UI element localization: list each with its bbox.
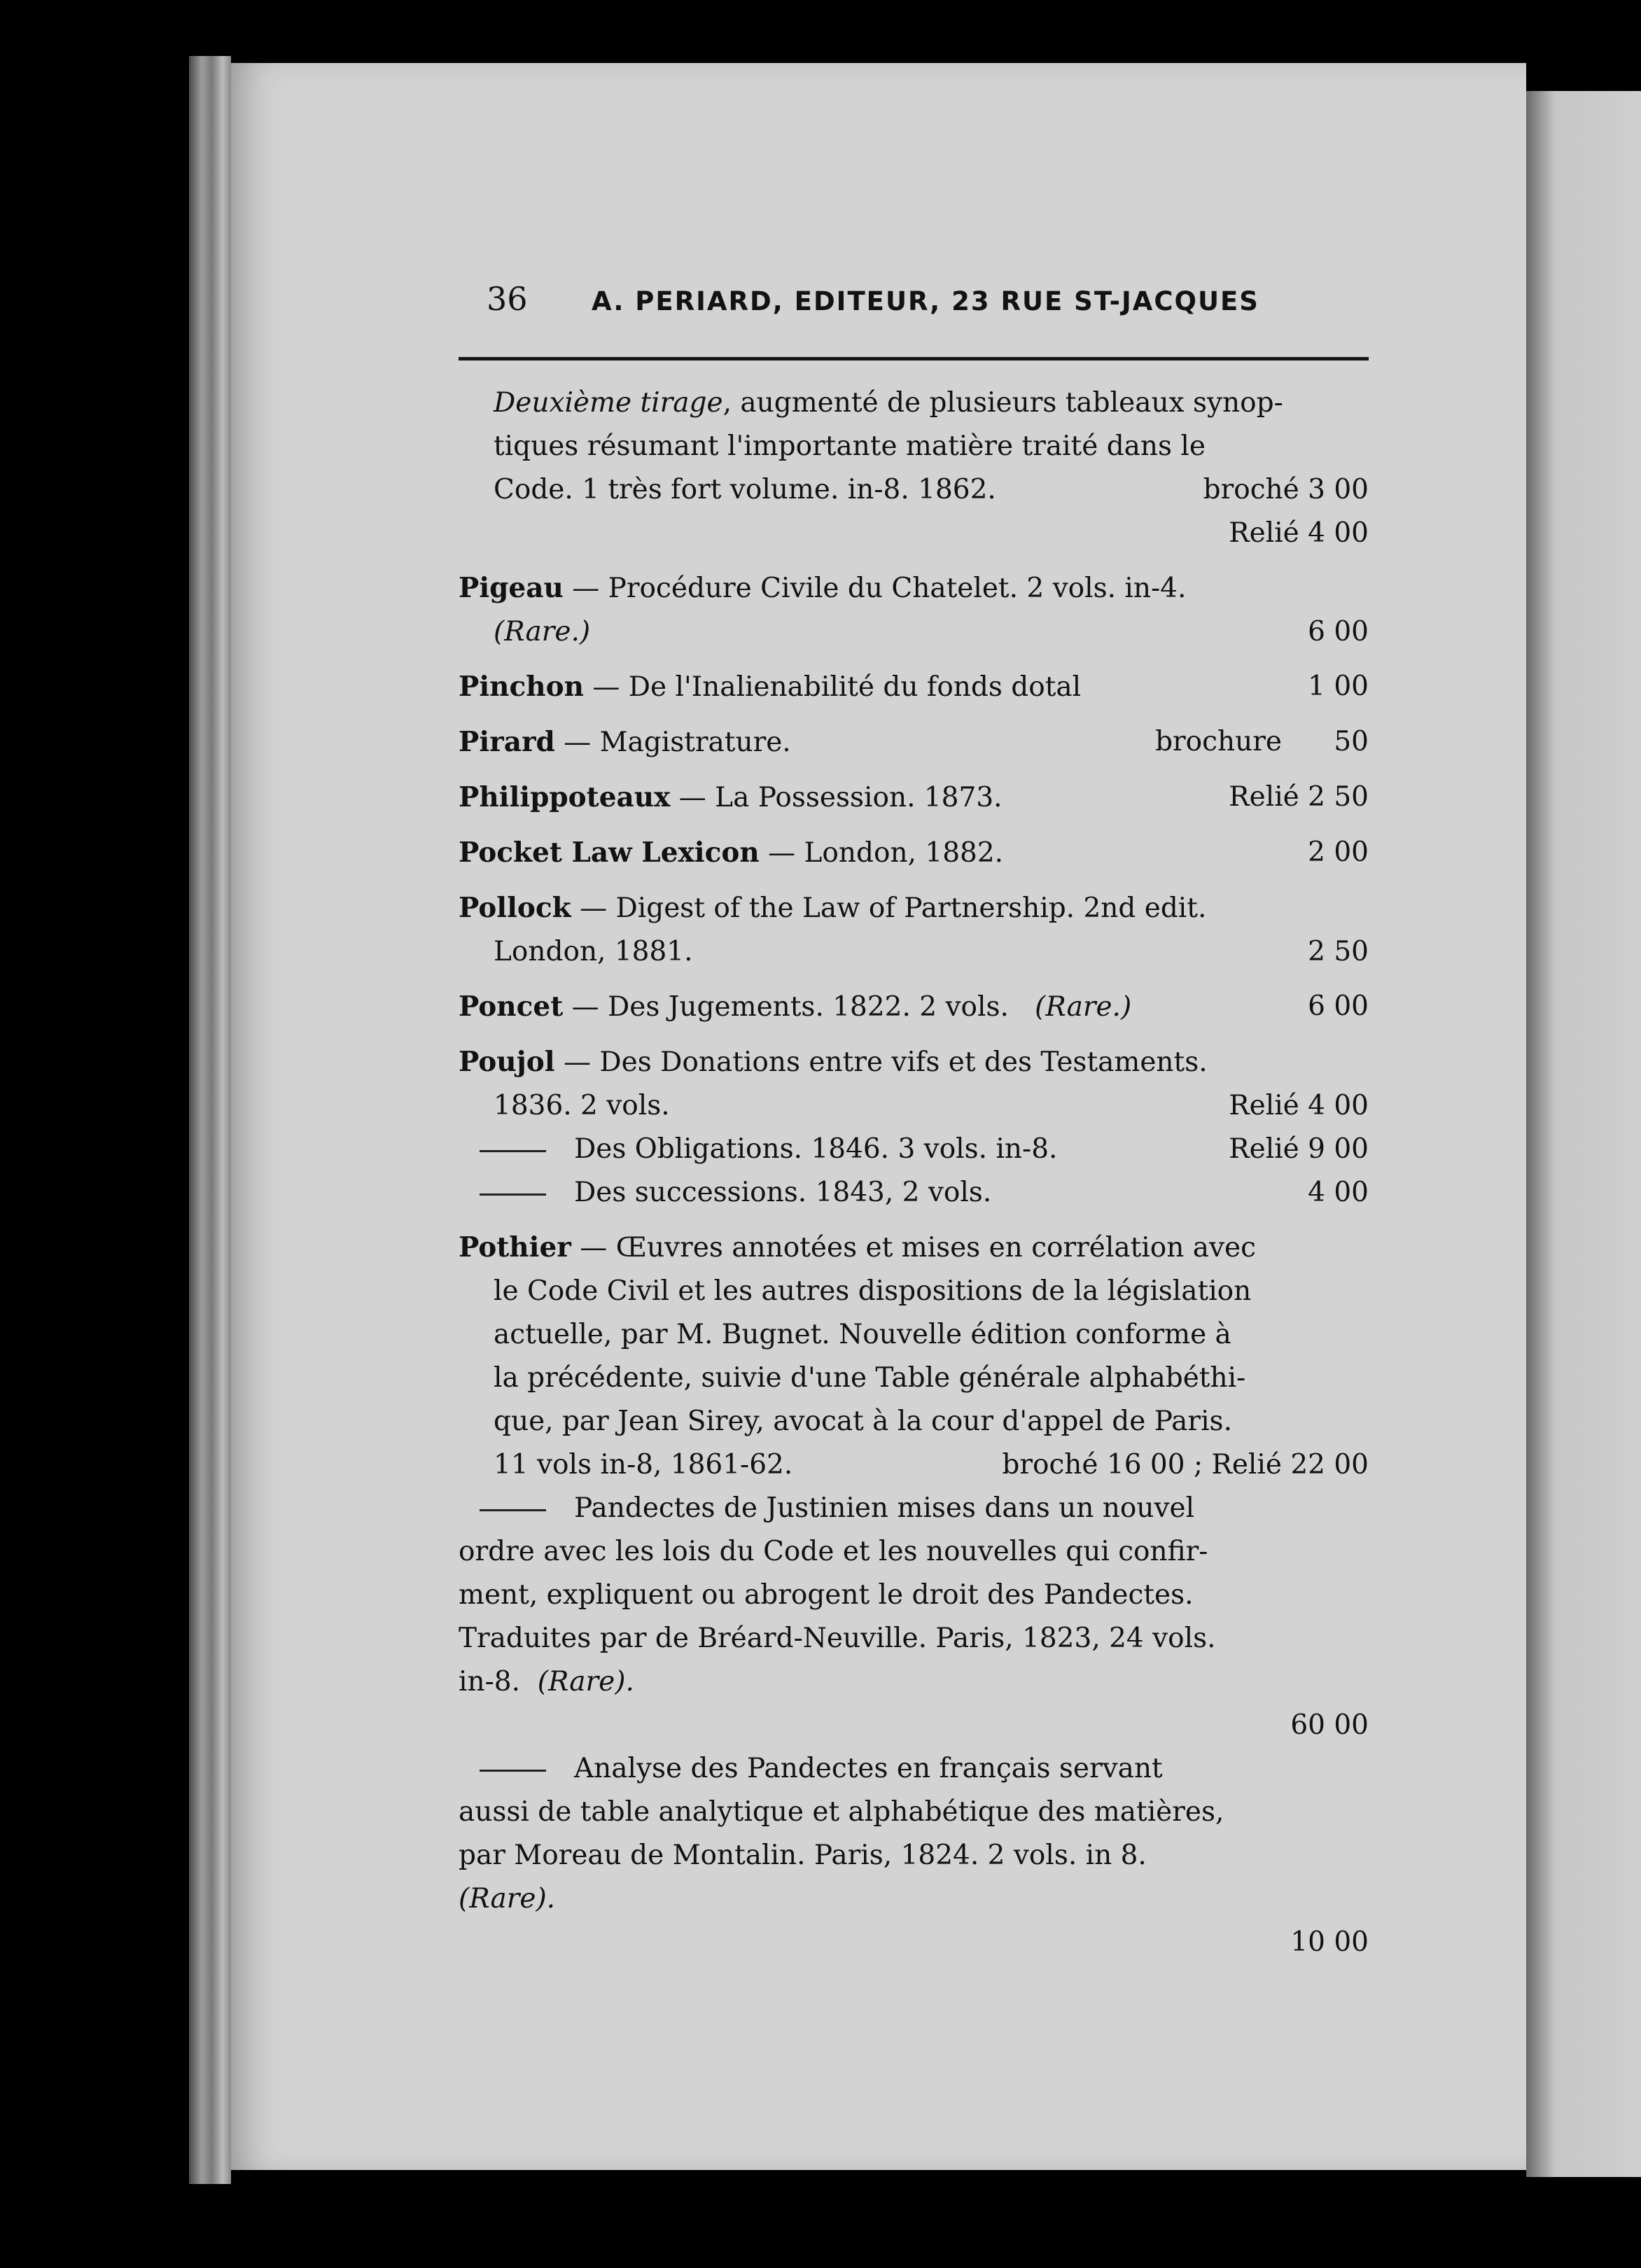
author-name: Pocket Law Lexicon <box>459 836 760 869</box>
entry-text: in-8. <box>459 1666 520 1698</box>
running-head: A. PERIARD, EDITEUR, 23 RUE ST-JACQUES <box>592 286 1259 316</box>
price: 60 00 <box>1290 1709 1369 1741</box>
entry-line <box>459 1226 1369 1270</box>
entry-line <box>459 1171 1369 1214</box>
entry-line: Traduites par de Bréard-Neuville. Paris, 1823, 24 vols. <box>459 1623 1216 1654</box>
entry-line: le Code Civil et les autres dispositions de la législation <box>494 1275 1252 1307</box>
catalog-entry <box>459 382 1369 555</box>
author-name: Pothier <box>459 1231 571 1264</box>
author-name: Poncet <box>459 990 564 1023</box>
entry-line <box>459 886 1369 930</box>
entry-line <box>459 1443 1369 1487</box>
ditto-dash <box>480 1150 546 1152</box>
entry-line: par Moreau de Montalin. Paris, 1824. 2 vols. in 8. <box>459 1840 1147 1871</box>
binding-edge <box>189 56 231 2184</box>
entry-text: — Procédure Civile du Chatelet. 2 vols. in-4. <box>563 573 1187 604</box>
entry-line: aussi de table analytique et alphabétique des matières, <box>459 1796 1224 1828</box>
binding-type: brochure <box>1155 726 1282 757</box>
edition-note: Deuxième tirage <box>494 387 723 419</box>
entry-text: Code. 1 très fort volume. in-8. 1862. <box>494 474 996 505</box>
rare-note: (Rare.) <box>1035 991 1132 1023</box>
price: 50 <box>1334 726 1369 757</box>
catalog-entry <box>459 1040 1369 1214</box>
price: 4 00 <box>1308 1177 1369 1208</box>
entry-line <box>459 566 1369 610</box>
entry-line <box>459 468 1369 512</box>
price: Relié 4 00 <box>1229 517 1369 549</box>
entry-line <box>459 930 1369 974</box>
author-name: Philippoteaux <box>459 781 671 813</box>
page-text <box>459 280 1369 1975</box>
entry-line: tiques résumant l'importante matière traité dans le <box>494 430 1206 462</box>
entry-line <box>459 382 1369 425</box>
entry-line: ordre avec les lois du Code et les nouvelles qui confir- <box>459 1536 1208 1567</box>
catalog-entry <box>459 566 1369 654</box>
rare-note: (Rare). <box>459 1883 556 1914</box>
ditto-dash <box>480 1194 546 1196</box>
entry-line: actuelle, par M. Bugnet. Nouvelle édition conforme à <box>494 1319 1231 1350</box>
catalog-entry <box>459 776 1369 820</box>
catalog-entry <box>459 665 1369 709</box>
entry-line: la précédente, suivie d'une Table générale alphabéthi- <box>494 1362 1246 1394</box>
ditto-dash <box>480 1509 546 1511</box>
entry-line <box>459 985 1369 1029</box>
price: 6 00 <box>1308 616 1369 648</box>
entry-line <box>459 1040 1369 1084</box>
entry-text: 1836. 2 vols. <box>494 1090 670 1121</box>
entry-text: London, 1881. <box>494 936 693 967</box>
catalog-entry <box>459 985 1369 1029</box>
entry-line <box>459 610 1369 654</box>
entry-line <box>459 665 1369 709</box>
entry-text: — La Possession. 1873. <box>670 782 1003 813</box>
author-name: Poujol <box>459 1046 555 1078</box>
catalog-entry <box>459 1226 1369 1964</box>
ditto-dash <box>480 1770 546 1772</box>
price: 1 00 <box>1308 671 1369 702</box>
entry-line <box>459 720 1369 764</box>
author-name: Pirard <box>459 726 555 758</box>
price: broché 16 00 ; Relié 22 00 <box>1002 1449 1369 1480</box>
author-name: Pollock <box>459 892 571 924</box>
entry-text: — Œuvres annotées et mises en corrélation avec <box>571 1232 1256 1264</box>
entry-text: — De l'Inalienabilité du fonds dotal <box>583 671 1082 703</box>
author-name: Pigeau <box>459 572 564 604</box>
entry-text: Pandectes de Justinien mises dans un nouvel <box>574 1492 1195 1524</box>
entry-text: — London, 1882. <box>759 837 1004 869</box>
price: Relié 4 00 <box>1229 1090 1369 1121</box>
entry-line: que, par Jean Sirey, avocat à la cour d'appel de Paris. <box>494 1406 1232 1437</box>
catalog-entry <box>459 720 1369 764</box>
page-header <box>459 280 1369 360</box>
price: 2 00 <box>1308 836 1369 868</box>
price: broché 3 00 <box>1203 474 1369 505</box>
catalog-entry <box>459 831 1369 875</box>
entry-line: ment, expliquent ou abrogent le droit des Pandectes. <box>459 1579 1194 1611</box>
entry-text: — Digest of the Law of Partnership. 2nd edit. <box>571 892 1207 924</box>
entry-line <box>459 831 1369 875</box>
next-page-edge <box>1526 91 1641 2177</box>
entry-text: Analyse des Pandectes en français servant <box>574 1753 1163 1784</box>
rare-note: (Rare). <box>537 1666 634 1698</box>
entry-line <box>459 1747 1369 1791</box>
price: Relié 2 50 <box>1229 781 1369 813</box>
entry-text: 11 vols in-8, 1861-62. <box>494 1449 793 1480</box>
entry-line <box>459 1128 1369 1171</box>
entry-text: — Des Jugements. 1822. 2 vols. <box>563 991 1009 1023</box>
author-name: Pinchon <box>459 671 584 703</box>
price: 2 50 <box>1308 936 1369 967</box>
entry-text: — Magistrature. <box>554 727 791 758</box>
price: 6 00 <box>1308 990 1369 1022</box>
entry-text: Des Obligations. 1846. 3 vols. in-8. <box>574 1133 1058 1165</box>
entry-line <box>459 1084 1369 1128</box>
entry-text: , augmenté de plusieurs tableaux synop- <box>722 387 1283 419</box>
entry-line <box>459 1660 1369 1704</box>
rare-note: (Rare.) <box>494 616 591 648</box>
entry-line <box>459 1487 1369 1530</box>
entry-text: Des successions. 1843, 2 vols. <box>574 1177 992 1208</box>
entry-text: — Des Donations entre vifs et des Testaments. <box>554 1046 1208 1078</box>
price: Relié 9 00 <box>1229 1133 1369 1165</box>
price: 10 00 <box>1290 1926 1369 1958</box>
page-number: 36 <box>487 280 528 318</box>
entry-line <box>459 776 1369 820</box>
catalog-entry <box>459 886 1369 974</box>
